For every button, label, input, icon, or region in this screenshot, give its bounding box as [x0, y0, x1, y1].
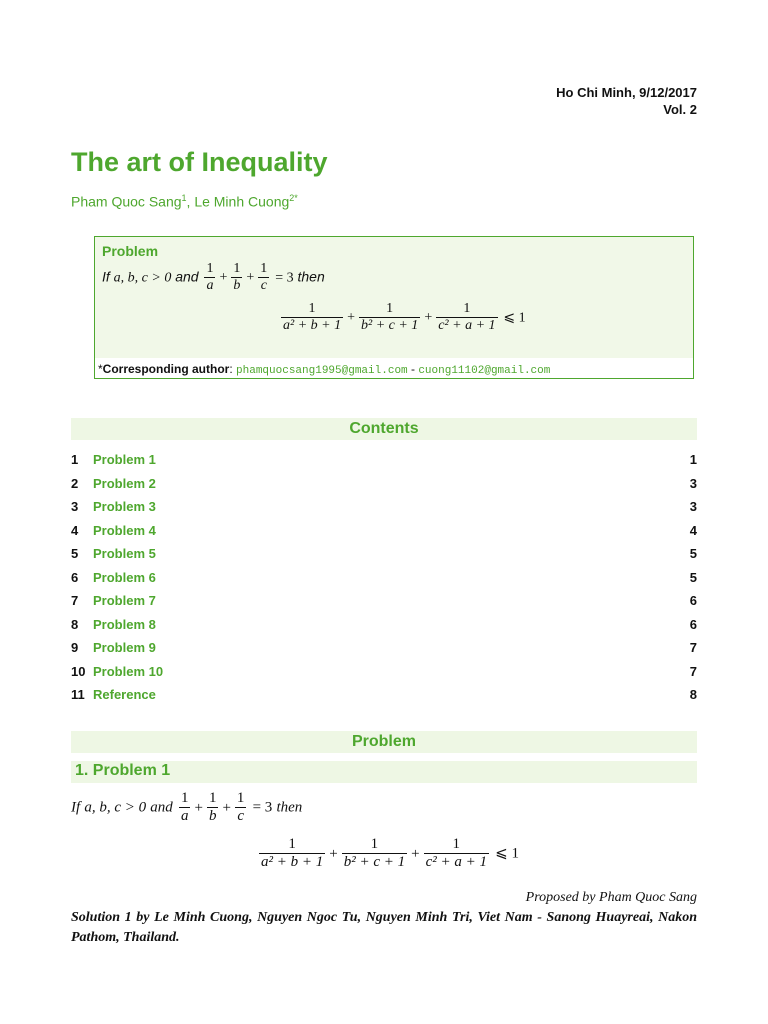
cond-if: If — [71, 799, 81, 816]
star-mark: * — [98, 362, 103, 376]
frac-den: a — [206, 278, 214, 294]
frac-num: 1 — [206, 261, 214, 276]
problem-condition — [102, 261, 325, 294]
body-inequality — [257, 836, 519, 872]
author-separator: , — [186, 193, 195, 210]
toc-link[interactable]: Problem 7 — [93, 593, 156, 608]
problem-1-title: 1. Problem 1 — [75, 762, 171, 779]
toc-page-number: 4 — [689, 522, 697, 538]
document-title: The art of Inequality — [71, 147, 328, 177]
problem-inequality — [279, 301, 526, 334]
toc-entry[interactable] — [71, 685, 697, 709]
toc-page-number: 5 — [689, 569, 697, 585]
toc-page-number: 7 — [689, 663, 697, 679]
volume-label: Vol. 2 — [663, 102, 697, 117]
author-2: Le Minh Cuong — [194, 193, 290, 210]
toc-number: 4 — [71, 522, 79, 538]
fraction-1-over-a — [204, 261, 215, 294]
frac-den: b — [208, 808, 217, 825]
fraction-term-3 — [436, 301, 497, 334]
cond-if: If — [102, 268, 110, 285]
email-link-2[interactable]: cuong11102@gmail.com — [418, 365, 551, 377]
toc-link[interactable]: Problem 6 — [93, 569, 156, 585]
plus-sign: + — [347, 310, 355, 326]
plus-sign: + — [219, 270, 228, 286]
frac-num: 1 — [386, 301, 394, 316]
toc-page-number: 1 — [689, 452, 697, 467]
toc-link[interactable]: Problem 3 — [93, 499, 156, 514]
frac-den: c — [258, 277, 269, 294]
toc-entry[interactable] — [71, 544, 697, 568]
fraction-term-1 — [259, 836, 325, 872]
toc-page-number: 3 — [689, 499, 697, 514]
proposed-by: Proposed by Pham Quoc Sang — [525, 890, 697, 905]
frac-num: 1 — [288, 836, 296, 852]
toc-page-number: 7 — [689, 640, 697, 655]
toc-page-number: 8 — [689, 687, 697, 702]
frac-num: 1 — [233, 261, 241, 276]
toc-link[interactable]: Problem 2 — [93, 475, 156, 491]
toc-number: 8 — [71, 616, 79, 632]
toc-number: 10 — [71, 663, 86, 679]
toc-number: 5 — [71, 546, 79, 561]
plus-sign: + — [222, 799, 231, 816]
frac-num: 1 — [180, 790, 189, 806]
colon: : — [229, 362, 237, 376]
body-condition — [71, 790, 302, 826]
authors-line — [71, 193, 298, 210]
toc-link[interactable]: Problem 1 — [93, 452, 156, 467]
plus-sign: + — [424, 310, 433, 326]
place-date: Ho Chi Minh, 9/12/2017 — [556, 85, 697, 100]
toc-page-number: 5 — [689, 546, 697, 561]
toc-entry[interactable] — [71, 450, 697, 474]
plus-sign: + — [411, 845, 420, 862]
problem-1-heading — [71, 761, 697, 783]
frac-den: c² + a + 1 — [438, 318, 496, 334]
cond-then: then — [276, 799, 303, 816]
problem-box — [94, 236, 694, 379]
author-1-affiliation: 1 — [181, 193, 187, 203]
frac-num: 1 — [236, 790, 245, 806]
header-meta — [556, 84, 697, 118]
toc-link[interactable]: Reference — [93, 687, 156, 702]
frac-den: b — [233, 278, 241, 294]
toc-number: 9 — [71, 640, 79, 655]
frac-num: 1 — [308, 301, 316, 316]
corresponding-author — [98, 362, 550, 377]
fraction-term-2 — [359, 301, 420, 334]
corresponding-label: Corresponding author — [102, 362, 230, 376]
cond-and: and — [175, 268, 199, 285]
author-2-affiliation: 2* — [289, 193, 298, 203]
toc-number: 11 — [71, 687, 85, 702]
email-separator: - — [407, 362, 419, 376]
cond-and: and — [150, 799, 173, 816]
frac-num: 1 — [208, 790, 217, 806]
inequality-rhs: ⩽ 1 — [503, 310, 526, 326]
problem-box-heading: Problem — [102, 243, 159, 259]
toc-number: 3 — [71, 499, 79, 514]
frac-den: c — [235, 807, 247, 825]
fraction-1-over-b — [207, 790, 219, 826]
toc-link[interactable]: Problem 5 — [93, 546, 156, 561]
author-1: Pham Quoc Sang — [71, 193, 182, 210]
toc-entry[interactable] — [71, 521, 697, 545]
plus-sign: + — [194, 799, 203, 816]
toc-entry[interactable] — [71, 474, 697, 498]
equals-3: = 3 — [275, 270, 294, 286]
table-of-contents — [71, 450, 697, 709]
toc-page-number: 6 — [689, 593, 697, 608]
toc-link[interactable]: Problem 4 — [93, 522, 156, 538]
toc-link[interactable]: Problem 8 — [93, 616, 156, 632]
toc-entry[interactable] — [71, 568, 697, 592]
frac-num: 1 — [463, 301, 471, 316]
solution-heading: Solution 1 by Le Minh Cuong, Nguyen Ngoc Tu, Nguyen Minh Tri, Viet Nam - Sanong Huayreai, Nakon Pathom, Thailand. — [71, 910, 697, 945]
plus-sign: + — [246, 270, 255, 286]
frac-num: 1 — [370, 836, 379, 852]
email-link-1[interactable]: phamquocsang1995@gmail.com — [236, 365, 408, 377]
fraction-1-over-a — [179, 790, 191, 826]
fraction-term-2 — [342, 836, 407, 872]
fraction-term-3 — [424, 836, 489, 872]
toc-entry[interactable] — [71, 662, 697, 686]
toc-page-number: 3 — [689, 475, 697, 491]
fraction-1-over-b — [231, 261, 242, 294]
frac-num: 1 — [452, 836, 461, 852]
toc-number: 7 — [71, 593, 79, 608]
cond-then: then — [297, 268, 325, 285]
toc-number: 6 — [71, 569, 79, 585]
fraction-1-over-c — [235, 790, 247, 826]
cond-vars: a, b, c > 0 — [84, 799, 147, 816]
frac-den: a — [180, 808, 189, 825]
frac-den: c² + a + 1 — [425, 854, 487, 871]
toc-number: 2 — [71, 475, 79, 491]
frac-den: b² + c + 1 — [361, 318, 419, 334]
toc-entry[interactable] — [71, 497, 697, 521]
inequality-rhs: ⩽ 1 — [495, 845, 519, 862]
fraction-1-over-c — [258, 261, 269, 294]
toc-number: 1 — [71, 452, 79, 467]
problem-section-heading: Problem — [71, 731, 697, 753]
toc-entry[interactable] — [71, 615, 697, 639]
toc-link[interactable]: Problem 9 — [93, 640, 156, 655]
toc-page-number: 6 — [689, 616, 697, 632]
cond-vars: a, b, c > 0 — [113, 270, 172, 286]
fraction-term-1 — [281, 301, 343, 334]
problem-box-fill — [95, 237, 693, 358]
frac-den: b² + c + 1 — [343, 854, 406, 871]
equals-3: = 3 — [252, 799, 273, 816]
frac-den: a² + b + 1 — [261, 854, 324, 871]
toc-link[interactable]: Problem 10 — [93, 663, 164, 679]
toc-entry[interactable] — [71, 638, 697, 662]
frac-num: 1 — [260, 261, 268, 276]
frac-den: a² + b + 1 — [283, 318, 342, 334]
plus-sign: + — [329, 845, 338, 862]
toc-entry[interactable] — [71, 591, 697, 615]
contents-heading: Contents — [71, 418, 697, 440]
